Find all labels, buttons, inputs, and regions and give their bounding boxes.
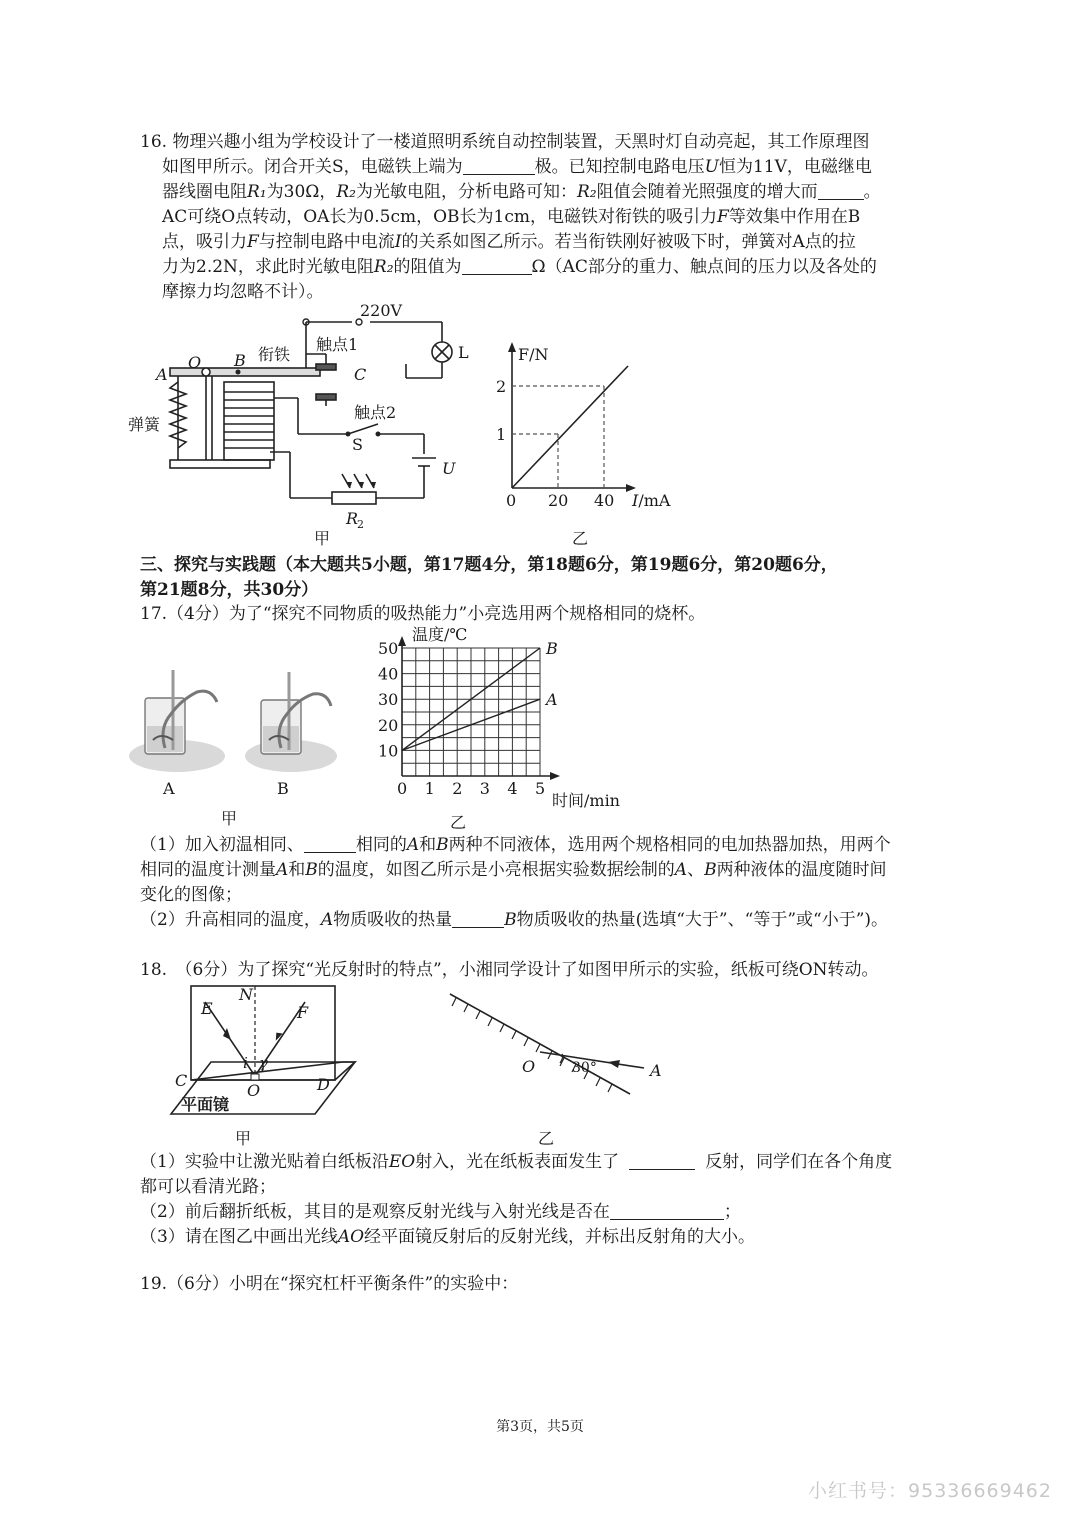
- figure-caption: 甲: [221, 809, 238, 828]
- y-tick-1: 1: [496, 425, 507, 444]
- section-heading: 三、探究与实践题（本大题共5小题，第17题4分，第18题6分，第19题6分，第20题6分， 第21题8分，共30分）: [140, 555, 838, 600]
- beaker-a: [129, 670, 225, 772]
- y-tick-label: 10: [378, 741, 399, 761]
- answer-blank-mass[interactable]: [304, 834, 356, 853]
- y-tick-label: 50: [378, 639, 399, 658]
- point-a-label: A: [650, 1061, 662, 1080]
- beaker-a-label: A: [163, 779, 175, 798]
- figure-caption: 甲: [235, 1129, 252, 1148]
- normal-label: N: [239, 985, 253, 1004]
- x-axis-arrow: [550, 772, 560, 780]
- x-tick-label: 1: [424, 779, 435, 798]
- point-o-label: O: [522, 1057, 536, 1076]
- x-tick-label: 3: [479, 779, 490, 798]
- point-c-label: C: [175, 1071, 188, 1090]
- answer-blank-trend[interactable]: [818, 181, 864, 200]
- ray-f-label: F: [297, 1003, 309, 1022]
- figure-caption: 甲: [314, 529, 331, 548]
- svg-text:2: 2: [357, 518, 364, 531]
- relay-circuit-diagram: [120, 298, 480, 548]
- figure-caption: 乙: [450, 813, 467, 832]
- contact1-label: 触点1: [316, 335, 359, 354]
- answer-blank-resistance[interactable]: [462, 256, 532, 275]
- switch-label: S: [352, 435, 363, 454]
- chart-x-label: 时间/min: [552, 791, 620, 810]
- answer-blank-reflection-type[interactable]: [629, 1151, 695, 1170]
- spring-label: 弹簧: [128, 415, 161, 434]
- beaker-b-label: B: [277, 779, 289, 798]
- point-o-label: O: [247, 1081, 261, 1100]
- contact2-label: 触点2: [354, 403, 397, 422]
- point-c-label: C: [354, 365, 367, 384]
- battery-label: U: [442, 459, 456, 478]
- watermark: 小红书号：95336669462: [808, 1480, 1052, 1502]
- graph-y-label: F/N: [518, 345, 549, 364]
- point-a-label: A: [156, 365, 168, 384]
- chart-series: [402, 639, 558, 750]
- ray-e-label: E: [201, 999, 213, 1018]
- chart-grid: [402, 648, 540, 776]
- answer-blank-pole[interactable]: [463, 156, 535, 175]
- x-tick-label: 2: [452, 779, 463, 798]
- x-tick-label: 0: [397, 779, 408, 798]
- q18-intro: 18. （6分）为了探究“光反射时的特点”，小湘同学设计了如图甲所示的实验，纸板可绕ON转动。: [140, 960, 879, 980]
- q19-intro: 19.（6分）小明在“探究杠杆平衡条件”的实验中：: [140, 1274, 519, 1294]
- x-tick-20: 20: [548, 491, 569, 510]
- beaker-b: [245, 672, 337, 772]
- armature-label: 衔铁: [258, 345, 291, 364]
- series-label-B: B: [546, 639, 558, 658]
- pivot-label: O: [188, 353, 202, 372]
- y-tick-label: 20: [378, 715, 399, 735]
- chart-y-label: 温度/℃: [412, 625, 468, 644]
- voltage-label: 220V: [360, 301, 403, 320]
- beakers-illustration: [125, 660, 365, 830]
- graph-x-label: I/mA: [632, 491, 671, 510]
- mirror-label: 平面镜: [181, 1095, 230, 1114]
- series-label-A: A: [546, 690, 558, 710]
- point-d-label: D: [317, 1075, 330, 1094]
- x-tick-40: 40: [594, 491, 615, 510]
- y-tick-label: 40: [378, 664, 399, 684]
- temperature-time-chart: [370, 620, 650, 832]
- q18-questions: （1）实验中让激光贴着白纸板沿EO射入，光在纸板表面发生了 反射，同学们在各个角度 都可以看清光路； （2）前后翻折纸板，其目的是观察反射光线与入射光线是否在 ； （3）请在图乙中画出光线AO经平面镜反射后的反射光线，并标出反射角的大小。: [140, 1152, 893, 1247]
- r2-label: R: [346, 509, 359, 528]
- reflection-setup-diagram: [165, 982, 365, 1148]
- q17-questions: （1）加入初温相同、 相同的A和B两种不同液体，选用两个规格相同的电加热器加热，用两个 相同的温度计测量A和B的温度，如图乙所示是小亮根据实验数据绘制的A、B两种液体的温度随时间 变化的图像； （2）升高相同的温度，A物质吸收的热量 B物质吸收的热量(选填“大于”、“等于”或“小于”)。: [140, 835, 891, 930]
- page-number: 第3页，共5页: [496, 1419, 584, 1435]
- photoresistor-icon: [332, 492, 376, 504]
- answer-blank-heat[interactable]: [452, 909, 504, 928]
- point-b-label: B: [234, 351, 246, 370]
- angle-label: 30°: [572, 1060, 597, 1076]
- force-current-graph: [480, 338, 700, 548]
- q17-intro: 17.（4分）为了“探究不同物质的吸热能力”小亮选用两个规格相同的烧杯。: [140, 604, 706, 624]
- q16-text: 16. 物理兴趣小组为学校设计了一楼道照明系统自动控制装置，天黑时灯自动亮起，其工作原理图 如图甲所示。闭合开关S，电磁铁上端为 极。已知控制电路电压U恒为11V，电磁继电 器线圈电阻R₁为30Ω，R₂为光敏电阻，分析电路可知：R₂阻值会随着光照强度的增大而 。 AC可绕O点转动，OA长为0.5cm，OB长为1cm，电磁铁对衔铁的吸引力F等效集中作用在B 点，吸引力F与控制电路中电流I的关系如图乙所示。若当衔铁刚好被吸下时，弹簧对A点的拉 力为2.2N，求此时光敏电阻R₂的阻值为 Ω（AC部分的重力、触点间的压力以及各处的 摩擦力均忽略不计）。: [140, 132, 881, 302]
- x-tick-0: 0: [506, 491, 517, 510]
- x-tick-label: 4: [507, 779, 518, 798]
- chart-axes: [398, 636, 560, 780]
- mirror-ray-diagram: [430, 982, 690, 1148]
- y-axis-arrow: [398, 636, 406, 646]
- y-tick-2: 2: [496, 377, 507, 396]
- lamp-label: L: [458, 343, 469, 362]
- y-tick-label: 30: [378, 690, 399, 710]
- reflection-angle-label: γ: [259, 1054, 268, 1072]
- figure-caption: 乙: [572, 529, 589, 548]
- figure-caption: 乙: [538, 1129, 555, 1148]
- answer-blank-plane[interactable]: [610, 1201, 724, 1220]
- x-tick-label: 5: [535, 779, 546, 798]
- incidence-angle-label: i: [243, 1054, 248, 1072]
